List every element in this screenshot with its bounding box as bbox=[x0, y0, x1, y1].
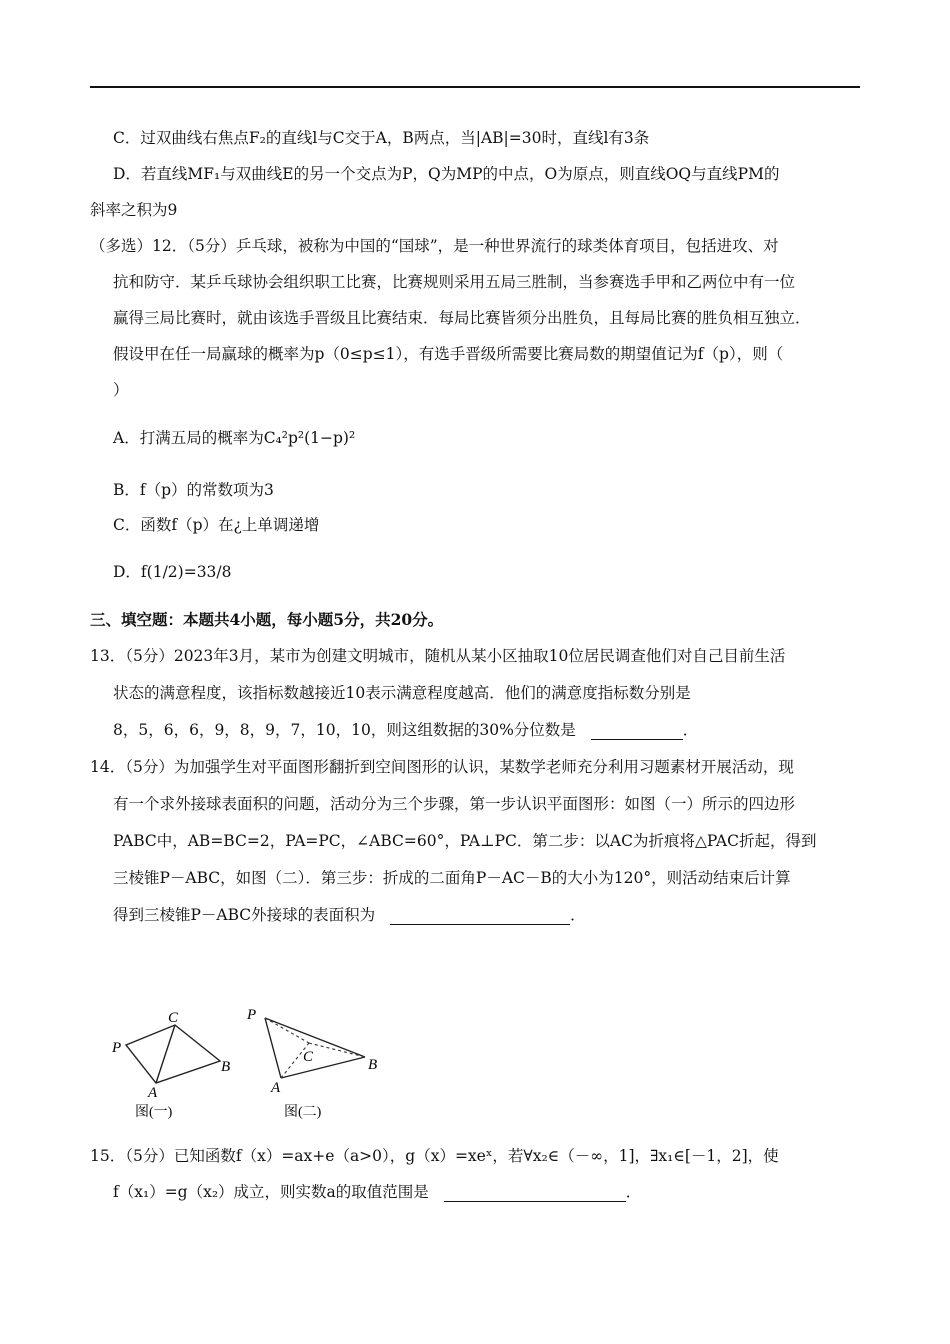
fig1-quadrilateral-outline bbox=[126, 1025, 220, 1083]
fig2-hidden-edge-cb bbox=[309, 1043, 365, 1057]
fig1-label-b: B bbox=[221, 1059, 231, 1075]
figure-1-planar-quadrilateral bbox=[108, 1005, 238, 1123]
fig2-label-c: C bbox=[303, 1049, 314, 1065]
fig2-label-b: B bbox=[368, 1057, 378, 1073]
q14-stem-line1: 14．（5分）为加强学生对平面图形翻折到空间图形的认识，某数学老师充分利用习题素材开展活动，现 bbox=[90, 758, 794, 776]
q13-answer-blank[interactable] bbox=[591, 723, 683, 740]
fig1-label-c: C bbox=[168, 1010, 179, 1026]
q12-option-c: C．函数f（p）在¿上单调递增 bbox=[113, 516, 320, 534]
section-heading-fill-in: 三、填空题：本题共4小题，每小题5分，共20分。 bbox=[90, 610, 444, 629]
q12-stem-line4: 假设甲在任一局赢球的概率为p（0≤p≤1），有选手晋级所需要比赛局数的期望值记为f（p），则（ bbox=[113, 345, 784, 363]
q12-stem-line2: 抗和防守．某乒乓球协会组织职工比赛，比赛规则采用五局三胜制，当参赛选手甲和乙两位中有一位 bbox=[113, 273, 796, 291]
q15-answer-blank[interactable] bbox=[444, 1185, 626, 1202]
q12-option-b: B．f（p）的常数项为3 bbox=[113, 481, 274, 499]
q13-stem-text: 8，5，6，6，9，8，9，7，10，10，则这组数据的30%分位数是 bbox=[113, 721, 576, 739]
q11-option-d-line1: D．若直线MF₁与双曲线E的另一个交点为P，Q为MP的中点，O为原点，则直线OQ与直线PM的 bbox=[113, 165, 780, 183]
q13-stem-line3 bbox=[113, 720, 698, 740]
q11-option-c: C．过双曲线右焦点F₂的直线l与C交于A，B两点，当|AB|=30时，直线l有3条 bbox=[113, 129, 650, 147]
fig2-caption: 图(二) bbox=[284, 1105, 322, 1120]
fig2-edge-pb bbox=[265, 1018, 365, 1057]
fig2-edge-pa bbox=[265, 1018, 281, 1078]
q12-stem-line1: （多选）12．（5分）乒乓球，被称为中国的“国球”，是一种世界流行的球类体育项目，包括进攻、对 bbox=[90, 237, 779, 255]
q15-stem-line1: 15．（5分）已知函数f（x）=ax+e（a>0），g（x）=xeˣ，若∀x₂∈（－∞，1]，∃x₁∈[－1，2]，使 bbox=[90, 1147, 779, 1165]
fig1-diagonal-ac bbox=[156, 1025, 175, 1083]
q15-stem-line2 bbox=[113, 1182, 641, 1202]
fig2-label-a: A bbox=[271, 1080, 281, 1096]
q13-period: ． bbox=[682, 721, 699, 739]
q12-option-a: A．打满五局的概率为C₄²p²(1−p)² bbox=[113, 429, 356, 447]
q12-option-d: D．f(1/2)=33/8 bbox=[113, 563, 232, 581]
fig1-caption: 图(一) bbox=[135, 1105, 173, 1120]
q12-stem-line3: 赢得三局比赛时，就由该选手晋级且比赛结束．每局比赛皆须分出胜负，且每局比赛的胜负相互独立． bbox=[113, 309, 811, 327]
fig1-label-a: A bbox=[148, 1085, 158, 1101]
fig2-label-p: P bbox=[247, 1007, 257, 1023]
q12-stem-line5: ） bbox=[113, 381, 129, 399]
q13-stem-line2: 状态的满意程度，该指标数越接近10表示满意程度越高．他们的满意度指标数分别是 bbox=[113, 684, 691, 702]
q13-stem-line1: 13．（5分）2023年3月，某市为创建文明城市，随机从某小区抽取10位居民调查他们对自己目前生活 bbox=[90, 647, 786, 665]
figure-2-tetrahedron bbox=[243, 1000, 388, 1125]
q14-answer-blank[interactable] bbox=[390, 908, 570, 925]
q14-stem-line3: PABC中，AB=BC=2，PA=PC，∠ABC=60°，PA⊥PC．第二步：以AC为折痕将△PAC折起，得到 bbox=[113, 832, 817, 850]
q14-stem-text: 得到三棱锥P－ABC外接球的表面积为 bbox=[113, 906, 376, 924]
q14-period: ． bbox=[570, 906, 586, 924]
fig1-label-p: P bbox=[112, 1040, 122, 1056]
q15-stem-text: f（x₁）=g（x₂）成立，则实数a的取值范围是 bbox=[113, 1183, 429, 1201]
fig2-hidden-edge-pc bbox=[265, 1018, 309, 1043]
q11-option-d-line2: 斜率之积为9 bbox=[90, 201, 178, 219]
q14-stem-line5 bbox=[113, 905, 586, 925]
q14-stem-line4: 三棱锥P－ABC，如图（二）．第三步：折成的二面角P－AC－B的大小为120°，则活动结束后计算 bbox=[113, 869, 791, 887]
header-rule bbox=[90, 86, 860, 88]
q14-stem-line2: 有一个求外接球表面积的问题，活动分为三个步骤，第一步认识平面图形：如图（一）所示的四边形 bbox=[113, 795, 796, 813]
fig2-edge-ab bbox=[281, 1057, 365, 1078]
q15-period: ． bbox=[625, 1183, 642, 1201]
